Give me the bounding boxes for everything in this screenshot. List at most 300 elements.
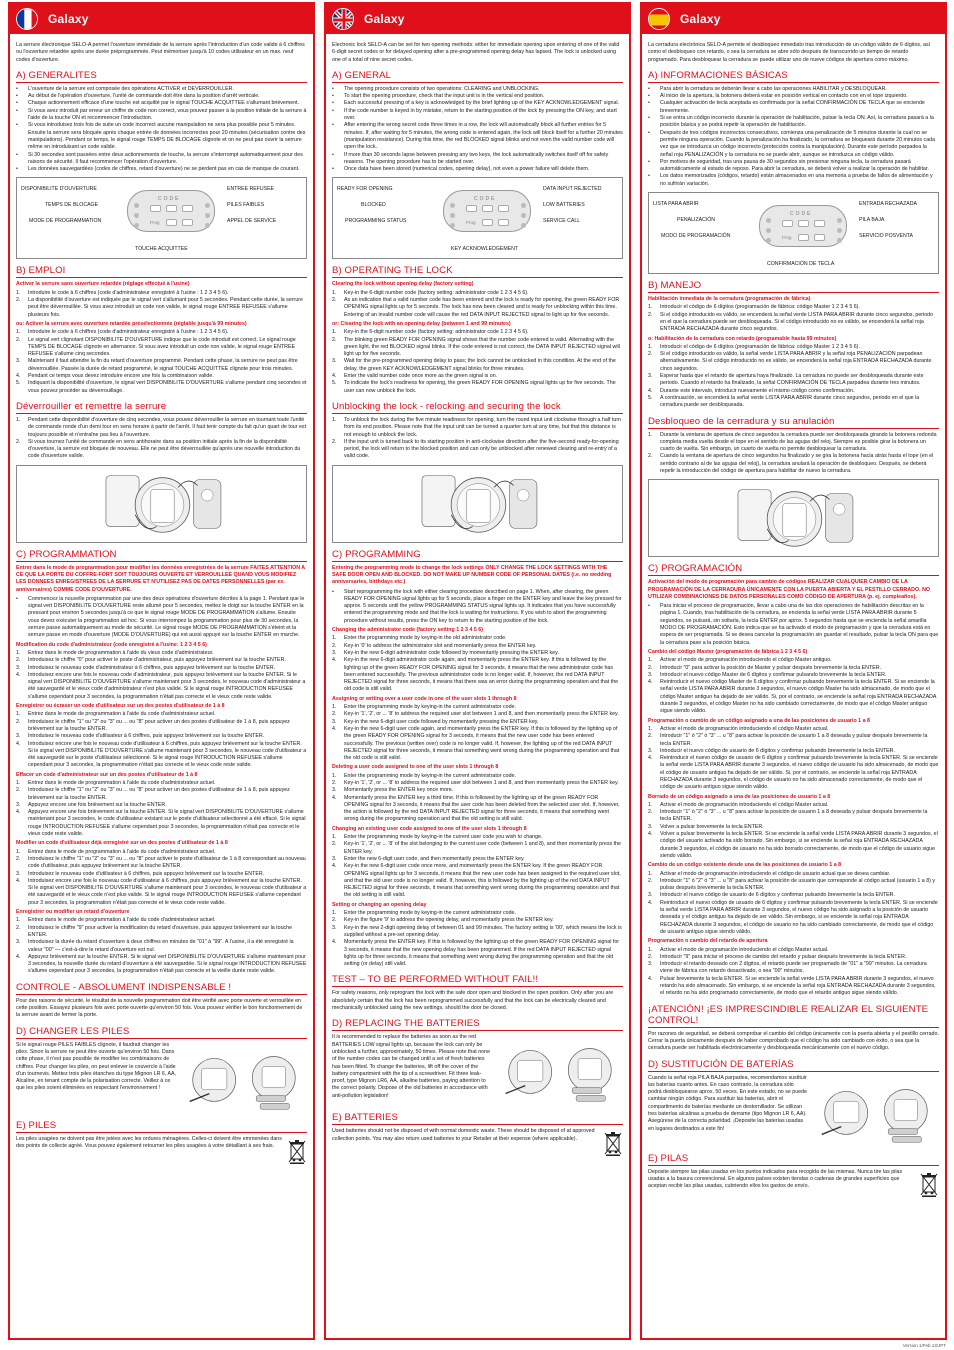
list-item-text: Introducir "1" ó "2" ó "3" ... u "8" para activar la posición de usuario que corresponde al código actual (usuario 1 a 8) y pulsar después brevemente la tecla ENTER. (660, 877, 936, 892)
programming-intro-list (332, 589, 623, 625)
section-unlock-heading: Unblocking the lock - relocking and securing the lock (332, 401, 623, 414)
list-item-text: Introducir el nuevo código de usuario de 6 dígitos y confirmar pulsando brevemente la tecla ENTER. (660, 747, 895, 754)
list-item (332, 780, 623, 787)
programming-warning: Activación del modo de programación para cambio de códigos REALIZAR CUALQUIER CAMBIO DE LA PROGRAMACIÓN DE LA CERRADURA ÚNICAMENTE CON LA PUERTA ABIERTA Y EL PESTILLO CERRADO. NO UTILIZAR COMBINACIONES DE DATOS PERSONALES COMO CÓDIGO DE APERTURA (p. ej. cumpleaños). (648, 579, 931, 600)
list-item (648, 373, 939, 388)
b-items2-list (648, 344, 939, 410)
list-marker: • (648, 85, 650, 92)
list-item-text: Key-in the 6-digit number code (factory setting: administrator code 1 2 3 4 5 6). (344, 329, 529, 336)
list-item (16, 122, 307, 151)
list-marker: 2. (332, 780, 337, 786)
status-panel-diagram (648, 192, 939, 274)
list-item-text: Commencez la nouvelle programmation par une des deux opérations d'ouverture décrites à la page 1. Pendant que le signal vert DISPONIBILITE D'OUVERTURE reste allumé pour 5 secondes, mettez le doigt sur la touche ENTER en la pressant pour environ 5 secondes jusqu'à ce que le signal rouge MODE DE PROGRAMMATION s'allume. Ensuite vous devez exécuter la programmation ad hoc. Si vous interrompez la programmation pour plus de 30 secondes, la serrure passe automatiquement au mode de sécurité. Le signal rouge MODE DE PROGRAMMATION s'éteint et la serrure passe en mode d'ouverture (MODE D'OUVERTURE) qui est aussi appuyé sur la touche ENTER en marche. (28, 595, 305, 639)
list-marker: 4. (332, 657, 337, 664)
list-item-text: Introduire le code à 6 chiffres (code d'administrateur enregistré à l'usine : 1 2 3 4 5 6). (28, 329, 229, 336)
list-item (16, 917, 307, 924)
section-d-heading: D) CHANGER LES PILES (16, 1026, 307, 1039)
list-item (332, 704, 623, 711)
status-led-icon (766, 228, 771, 233)
a-items-list (332, 86, 623, 174)
list-item (16, 337, 307, 359)
list-item-text: Introduisez encore une fois le nouveau code d'utilisateur à 6 chiffres, puis appuyez brièvement sur la touche ENTER. Si le signal vert DISPONIBILITE D'OUVERTURE s'allume maintenant pour 3 secondes, le nouveau code d'utilisateur a été sauvegardé et le vieux code n'est plus valide. Si le signal rouge INTRODUCTION REFUSEE s'allume cependant pour 3 secondes, la programmation n'était pas correcte et le vieux code reste valide. (28, 877, 307, 906)
list-marker: 3. (16, 358, 21, 365)
list-marker: 1. (332, 704, 337, 711)
data-input-rejected-label: DATA INPUT REJECTED (543, 186, 602, 193)
list-marker: 1. (16, 848, 21, 855)
list-item-text: Cuando la ventana de apertura de cinco segundos ha finalizado y se gira la botonera hacia atrás hasta el tope (en el sentido contrario al de las agujas del reloj), la cerradura anulará la operación de desbloqueo. Después, se deberá repetir la introducción del código de apertura para habilitar de nuevo la cerradura. (660, 453, 934, 474)
subheading: Programación o cambio de un código asignado a una de las posiciones de usuario 1 a 8 (648, 717, 870, 724)
keypad-code-text: CODE (790, 211, 813, 218)
list-item (16, 86, 307, 93)
list-marker: 2. (648, 351, 653, 358)
ready-for-opening-label: LISTA PARA ABRIR (653, 201, 699, 208)
list-item (16, 439, 307, 461)
list-item-text: Start reprogramming the lock with either clearing procedure described on page 1. When, after clearing, the green READY FOR OPENING signal lights up for 5 seconds, place a finger on the ENTER key and leave the key pressed for approx. 5 seconds until the yellow PROGRAMMING STATUS signal lights up. It indicates that you have successfully entered the programming mode and that the lock is waiting for instructions. If you wish to abort the programming procedure without results, press the ON key to return to the starting position of the lock. (344, 588, 622, 624)
list-marker: • (332, 166, 334, 173)
list-item-text: Si vous avez introduit par erreur un chiffre de code non correct, vous pouvez passer à la position initiale de la serrure à l'aide de la touche ON et recommencer l'introduction. (28, 107, 307, 122)
list-item (332, 337, 623, 359)
list-item (648, 173, 939, 188)
data-input-rejected-label: ENTREE REFUSEE (227, 186, 274, 193)
status-led-icon (521, 213, 526, 218)
list-marker: 4. (648, 387, 653, 394)
list-marker: • (16, 107, 18, 114)
subheading: Habilitación inmediata de la cerradura (programación de fábrica) (648, 296, 811, 303)
crossed-bin-icon (287, 1138, 307, 1164)
list-item-text: Key-in the new 6-digit administrator code again, and momentarily press the ENTER key. If this is followed by the lighting up of the green READY FOR OPENING signal for 3 seconds, it means that the new administrator code has been entered successfully. The previous administrator code is no longer valid. If, however, the red DATA INPUT REJECTED signal for three seconds, it means that there was an error during the programming operation and that the old code is still valid. (344, 657, 619, 693)
battery-illustration (180, 1042, 307, 1114)
list-item (332, 841, 623, 856)
column-title: Galaxy (364, 12, 405, 26)
keypad-key-icon (466, 205, 477, 212)
programming-warning: Entrer dans le mode de programmation pour modifier les données enregistrées de la serrure FAITES ATTENTION A CE QUE LA PORTE DU COFFRE-FORT SOIT TOUJOURS OUVERTE ET VERROUILLEE QUAND VOUS MODIFIEZ LES DONNEES ENREGISTREES DE LA SERRURE ET N'UTILISEZ PAS DE DATES PERSONNELLES (par ex. anniversaires) COMME CODE D'OUVERTURE. (16, 564, 305, 593)
list-item-text: Introduisez le chiffre "1" ou "2" ou "3" ou ... ou "8" pour activer un des postes d'utilisateur de 1 à 8, puis appuyez brièvement sur la touche ENTER. (28, 787, 290, 801)
list-marker: • (16, 151, 18, 158)
programming-status-label: MODO DE PROGRAMACIÓN (661, 233, 731, 240)
b-items1-list (648, 304, 939, 333)
subheading: or: Clearing the lock with an opening delay (between 1 and 99 minutes) (332, 320, 511, 327)
list-item (332, 108, 623, 123)
battery-paragraph: Si le signal rouge PILES FAIBLES clignote, il faudrait changer les piles. Sinon la serrure ne peut être ouverte qu'environ 50 fois. Dans cette phase, il n'est pas possible de modifier les combinaisons de chiffres. Pour changer les piles, on peut enlever le couvercle à l'aide d'un tournevis. Mettez trois piles étanches du type Mignon LR 6, AA, Alcaline, en tenant compte de la polarisation correcte. Veillez à ce que les piles soient éliminées en respectant l'environnement ! (16, 1041, 177, 1092)
list-item (16, 802, 307, 809)
column-body (642, 34, 945, 1197)
list-item-text: Appuyez encore une fois brièvement sur la touche ENTER. (28, 801, 167, 808)
list-item-text: If the input unit is turned back to its starting position in anti-clockwise direction after the five-second ready-for-opening period, the lock will return to the blocked position and can only be unblocked after renewed clearing and re-entry of a valid code. (344, 438, 619, 460)
section-a-heading: A) GENERAL (332, 70, 623, 83)
list-item (648, 755, 939, 791)
list-item (648, 878, 939, 893)
programming-intro-list (16, 596, 307, 640)
list-item-text: Introduisez le chiffre "9" pour activer la modification du retard d'ouverture, puis appuyez brièvement sur la touche ENTER. (28, 924, 293, 938)
status-panel-diagram (332, 177, 623, 259)
list-item (648, 809, 939, 824)
battery-row (332, 1034, 623, 1106)
list-item (16, 93, 307, 100)
list-item-text: To start the opening procedure, check that the input unit is in the vertical end position. (344, 93, 545, 100)
list-marker: 2. (648, 733, 653, 740)
subheading: Changing the administrator code (factory setting 1 2 3 4 5 6) (332, 627, 483, 634)
list-item-text: Introducir el nuevo código Master de 6 dígitos y confirmar pulsando brevemente la tecla ENTER. (660, 671, 887, 678)
list-marker: 1. (16, 329, 21, 336)
column-title: Galaxy (680, 12, 721, 26)
list-item-text: If the code number is keyed in by mistake, return to the starting position of the lock by pressing the ON key, and start over. (344, 107, 617, 122)
list-item (648, 86, 939, 93)
list-item (16, 954, 307, 976)
list-marker: 3. (16, 870, 21, 877)
list-item-text: Si vous tournez l'unité de commande en sens antihoraire dans sa position initiale après la fin de la disponibilité d'ouverture, la serrure est bloquée de nouveau. Elle ne peut être déverrouillée qu'après une nouvelle introduction du code d'ouverture valide. (28, 438, 301, 460)
disposal-row (16, 1136, 307, 1164)
disposal-paragraph: Used batteries should not be disposed of with normal domestic waste. These should be disposed of at approved collection points. You may also return used batteries to your Retailer at their expense (where applicable). (332, 1128, 595, 1142)
column-english (324, 2, 631, 1340)
low-batteries-label: PILES FAIBLES (227, 202, 265, 209)
list-item (648, 432, 939, 454)
list-item (332, 380, 623, 395)
list-item-text: Entrez dans le mode de programmation à l'aide du code d'administrateur actuel. (28, 848, 216, 855)
list-item-text: A continuación, se encenderá la señal verde LISTA PARA ABRIR durante cinco segundos, periodo en el que la cerradura puede ser desbloqueada. (660, 394, 920, 409)
list-item (648, 961, 939, 976)
list-item-text: L'ouverture de la serrure est composée des opérations ACTIVER et DEVERROUILLER. (28, 85, 234, 92)
list-marker: • (332, 588, 334, 595)
list-item (16, 871, 307, 878)
list-marker: • (16, 595, 18, 602)
list-item (648, 726, 939, 733)
list-item-text: Key-in the new 6-digit administrator code followed by momentarily pressing the ENTER key. (344, 649, 559, 656)
section-c-heading: C) PROGRAMMATION (16, 549, 307, 562)
section-unlock-heading: Desbloqueo de la cerradura y su anulación (648, 416, 939, 429)
status-led-icon (837, 218, 842, 223)
list-marker: 1. (332, 834, 337, 841)
list-item (648, 388, 939, 395)
service-call-label: SERVICIO POSVENTA (859, 233, 914, 240)
list-item (648, 304, 939, 311)
subheading: ou: Activer la serrure avec ouverture retardée présélectionnée (réglable jusqu'à 99 minutes) (16, 320, 247, 327)
list-item (332, 795, 623, 824)
keypad-key-icon (814, 220, 825, 227)
lock-keypad-illustration (738, 490, 853, 547)
keypad-code-text: CODE (474, 196, 497, 203)
list-marker: 2. (648, 311, 653, 318)
keypad-prog-text: Prog (466, 220, 476, 226)
list-marker: 2. (332, 711, 337, 718)
low-batteries-label: LOW BATTERIES (543, 202, 585, 209)
battery-paragraph: Cuando la señal roja PILA BAJA parpadea, recomendamos sustituir las baterías cuanto antes. En caso contrario, la cerradura sólo podrá desbloquearse aprox. 50 veces. En este estado, no se puede cambiar ningún código. Para sustituir las baterías, abrir el compartimento de baterías mediante un destornillador. Se utilizan tres baterías alcalinas a prueba de derrame (tipo Mignon LR 6, AA). Asegúrese de la correcta polaridad. ¡Deposite las baterías usadas en lugares destinados a este fin! (648, 1074, 808, 1132)
a-items-list (16, 86, 307, 174)
list-marker: 1. (16, 649, 21, 656)
list-item (332, 122, 623, 151)
list-marker: • (332, 85, 334, 92)
list-item-text: Si el código introducido es válido, la señal verde LISTA PARA ABRIR y la señal roja PENALIZACIÓN parpadean alternativamente. Si el código introducido no es válido, se encenderá la señal roja ENTRADA RECHAZADA durante cinco segundos. (660, 351, 932, 372)
c-items3-list (332, 773, 623, 824)
disposal-row (648, 1169, 939, 1197)
list-item (648, 947, 939, 954)
keypad-key-icon (166, 205, 177, 212)
list-marker: 5. (16, 380, 21, 387)
list-marker: 3. (332, 855, 337, 862)
list-item-text: Appuyez brièvement sur la touche ENTER. Si le signal vert DISPONIBILITE D'OUVERTURE s'allume maintenant pour 3 secondes, la nouvelle durée du retard d'ouverture a été sauvegardée. Si le signal rouge INTRODUCTION REFUSEE s'allume cependant pour 3 secondes, la programmation n'était pas correcte et la vieille durée reste valide. (28, 953, 307, 975)
list-item-text: To unblock the lock during the five minute readiness for opening, turn the round input unit clockwise through a half turn from its end position. Please note that the input unit can be turned a quarter turn at any time, but that this distance is not enough to unblock the lock. (344, 416, 622, 438)
list-item-text: Indiquant la disponibilité d'ouverture, le signal vert DISPONIBILITE D'OUVERTURE s'allume pendant cinq secondes et vous pouvez procéder au déverrouillage. (28, 380, 307, 394)
list-marker: 3. (332, 787, 337, 794)
column-spanish (640, 2, 947, 1340)
list-item (332, 925, 623, 940)
list-marker: • (648, 100, 650, 107)
list-marker: 1. (648, 343, 653, 350)
list-item (332, 939, 623, 968)
list-item-text: Al inicio de la apertura, la botonera deberá estar en posición vertical en contacto con en el tope izquierdo. (660, 93, 908, 100)
list-item (16, 166, 307, 173)
france-flag-icon (16, 8, 38, 30)
disposal-paragraph: Les piles usagées ne doivent pas être jetées avec les ordures ménagères. Celles-ci doivent être emmenées dans des points de collecte agréé. Vous pouvez également retourner les piles usagées à votre détaillant à ses frais. (16, 1135, 282, 1149)
list-item-text: Para iniciar el proceso de programación, llevar a cabo una de las dos operaciones de habilitación descritas en la página 1. Cuando, tras habilitación de la cerradura, se encienda la señal verde LISTA PARA ABRIR durante 5 segundos, se pulsará, sin soltarla, la tecla ENTER por aprox. 5 segundos hasta que se encienda la señal amarilla MODO DE PROGRAMACIÓN. Esto indica que se ha activado el modo de programación y que la cerradura está en espera de ser programada. Si se desea cancelar la programación sin guardar el resultado, pulsar la tecla ON para que la cerradura pase a la posición básica. (660, 603, 939, 646)
c-items4-list (16, 849, 307, 907)
c-items3-list (16, 780, 307, 838)
subheading: Clearing the lock without opening delay (factory setting) (332, 281, 474, 288)
subheading: Modification du code d'administrateur (code enregistré à l'usine: 1 2 3 4 5 6) (16, 641, 207, 648)
list-marker: 1. (332, 772, 337, 779)
list-item (332, 773, 623, 780)
status-led-icon (205, 203, 210, 208)
programming-intro-list (648, 603, 939, 647)
list-item-text: Volver a pulsar brevemente la tecla ENTER. (660, 823, 764, 830)
battery-row (648, 1075, 939, 1147)
keypad-prog-text: Prog (150, 220, 160, 226)
lock-keypad-illustration (106, 475, 221, 532)
list-item-text: Enter the programming mode by keying-in the current administrator code. (344, 772, 516, 779)
list-item (332, 290, 623, 297)
crossed-bin-icon (919, 1171, 939, 1197)
list-marker: • (16, 122, 18, 129)
battery-paragraph: It is recommended to replace the batteries as soon as the red BATTERIES LOW signal lights up, because the lock can only be unblocked a further, approximately, 50 times. Please note that none of the number codes can be changed until a set of fresh batteries has been fitted. To change the batteries, lift off the cover of the battery compartment with the tip of a screwdriver. Fit three leak-proof, type Mignon LR6, AA, alkaline batteries, paying attention to the correct polarity. Dispose of the old batteries in accordance with anti-pollution legislation! (332, 1034, 491, 1099)
crossed-bin-icon (919, 1171, 939, 1197)
key-acknowledgement-label: CONFIRMACIÓN DE TECLA (767, 261, 835, 268)
keypad-key-icon (482, 205, 493, 212)
section-d-heading: D) REPLACING THE BATTERIES (332, 1018, 623, 1031)
list-marker: 3. (332, 649, 337, 656)
list-item-text: Key-in the figure '9' to address the opening delay, and momentarily press the ENTER key. (344, 917, 554, 924)
list-item-text: Introduisez le nouveau code d'utilisateur à 6 chiffres, puis appuyez brièvement sur la touche ENTER. (28, 870, 265, 877)
list-marker: 3. (332, 924, 337, 931)
list-item-text: Si 30 secondes sont passées entre deux actionnements de touche, la serrure s'interrompt automatiquement pour des raisons de sécurité. Il faut recommencer l'opération d'ouverture. (28, 151, 303, 165)
battery-row (16, 1042, 307, 1114)
subheading: Cambio del código Master (programación de fábrica 1 2 3 4 5 6) (648, 648, 808, 655)
list-item (332, 910, 623, 917)
list-item-text: The opening procedure consists of two operations: CLEARING and UNBLOCKING. (344, 85, 540, 92)
list-marker: 3. (648, 823, 653, 830)
section-a-heading: A) INFORMACIONES BÁSICAS (648, 70, 939, 83)
list-item-text: Volver a pulsar brevemente la tecla ENTER. Si se enciende la señal verde LISTA PARA ABRIR durante 3 segundos, el código del usuario activado ha sido borrado. Sin embargo, si se enciende la señal roja ENTRADA RECHAZADA durante 3 segundos, el código de usuario no ha sido borrado correctamente, de modo que el código de usuario sigue siendo válido. (660, 831, 938, 859)
list-item-text: Activar el modo de programación introduciendo el código Master actual. (660, 946, 829, 953)
list-marker: 3. (648, 671, 653, 678)
list-item-text: Cualquier activación de tecla aceptada es confirmada por la señal CONFIRMACIÓN DE TECLA que se enciende brevemente. (660, 100, 925, 114)
list-marker: • (16, 85, 18, 92)
list-marker: 1. (648, 304, 653, 311)
crossed-bin-icon (603, 1130, 623, 1156)
status-led-icon (134, 213, 139, 218)
list-marker: 2. (648, 953, 653, 960)
list-item (648, 657, 939, 664)
list-item (332, 297, 623, 319)
list-item (648, 871, 939, 878)
list-item-text: Introduisez encore une fois le nouveau code d'administrateur, puis appuyez brièvement sur la touche ENTER. Si le signal vert DISPONIBILITE D'OUVERTURE s'allume maintenant pour 3 secondes, le nouveau code d'administrateur a été sauvegardé et le vieux code d'administrateur n'est plus valide. Si le signal rouge INTRODUCTION REFUSEE s'allume cependant pour 3 secondes, la programmation n'était pas correcte et le vieux code reste valide. (28, 671, 306, 700)
status-led-icon (837, 228, 842, 233)
list-item-text: Entrez dans le mode de programmation à l'aide du code d'administrateur actuel. (28, 711, 216, 718)
list-item (332, 787, 623, 794)
keypad-key-icon (182, 205, 193, 212)
keypad-key-icon (166, 219, 177, 226)
column-header (10, 4, 313, 34)
list-item (16, 108, 307, 123)
section-test-heading: CONTROLE - ABSOLUMENT INDISPENSABLE ! (16, 982, 307, 995)
keypad-key-icon (798, 220, 809, 227)
list-item-text: La disponibilité d'ouverture est indiquée par le signal vert s'allumant pour 5 secondes. Pendant cette durée, la serrure peut être déverrouillée. Si vous avez introduit un code non valide, le signal rouge ENTREE REFUSEE s'allume plusieurs fois. (28, 297, 303, 318)
list-marker: 4. (332, 863, 337, 870)
key-acknowledgement-label: KEY ACKNOWLEDGEMENT (451, 246, 519, 253)
list-item-text: Momentarily press the ENTER key a third time. If this is followed by the lighting up of the green READY FOR OPENING signal for 3 seconds, it means that the user code has been deleted from the selected user slot. If, however, the action is followed by the red DATA INPUT REJECTED signal for three seconds, it means that something went wrong during the programming operation and that the old setting is still valid. (344, 794, 620, 823)
subheading: Enregistrer ou écraser un code d'utilisateur sur un des postes d'utilisateur de 1 à 8 (16, 703, 225, 710)
list-item (648, 900, 939, 936)
list-item (648, 954, 939, 961)
list-marker: 5. (648, 394, 653, 401)
list-marker: • (648, 158, 650, 165)
list-marker: 4. (16, 373, 21, 380)
list-item-text: Entrez dans le mode de programmation à l'aide du vieux code d'administrateur. (28, 649, 214, 656)
b-items2-list (332, 329, 623, 395)
status-led-icon (134, 223, 139, 228)
intro-paragraph: La serrure électronique SELO-A permet l'ouverture immédiate de la serrure après l'introduction d'un code valide à 6 chiffres ou l'ouverture retardée après une durée préprogrammée. Peut mémoriser jusqu'à 10 codes utilisateur en un max. neuf codes d'ouverture. (16, 42, 305, 63)
list-item (16, 856, 307, 871)
subheading: Borrado de un código asignado a una de las posiciones de usuario 1 a 8 (648, 793, 831, 800)
list-item-text: Each successful pressing of a key is acknowledged by the brief lighting up of the KEY ACKNOWLEDGEMENT signal. (344, 100, 620, 107)
list-marker: 4. (332, 939, 337, 946)
keypad-key-icon (498, 205, 509, 212)
list-marker: 4. (16, 953, 21, 960)
keypad-key-icon (182, 219, 193, 226)
blocked-label: PENALIZACIÓN (677, 217, 716, 224)
list-item (648, 351, 939, 373)
list-item-text: Key-in '1', '2', or ... '8' to address the required user slot between 1 and 8, and then momentarily press the ENTER key. (344, 780, 619, 786)
list-item-text: Por motivos de seguridad, tras una pausa de 30 segundos sin presionar ninguna tecla, la cerradura pasará automáticamente al estado de reposo. Para abrir la cerradura, se deberá volver a realizar la operación de habilitar. (660, 158, 929, 173)
list-item (332, 152, 623, 167)
list-item (16, 878, 307, 907)
list-item (16, 719, 307, 734)
service-call-label: APPEL DE SERVICE (227, 218, 277, 225)
list-marker: 2. (332, 297, 337, 304)
status-led-icon (134, 203, 139, 208)
list-marker: 2. (332, 917, 337, 924)
c-items4-list (648, 871, 939, 937)
list-item-text: Enter the programming mode by keying-in the current administrator code. (344, 910, 516, 917)
list-marker: 1. (16, 780, 21, 786)
list-marker: 1. (332, 416, 337, 423)
list-item (332, 100, 623, 107)
list-marker: 3. (648, 373, 653, 380)
list-item (332, 635, 623, 642)
list-item (16, 650, 307, 657)
list-item (648, 115, 939, 130)
list-marker: 3. (16, 939, 21, 946)
ready-for-opening-label: READY FOR OPENING (337, 186, 393, 193)
list-item-text: Key-in '0' to address the administrator slot and momentarily press the ENTER key. (344, 642, 537, 649)
list-marker: 2. (16, 787, 21, 794)
list-item (648, 312, 939, 334)
list-marker: 1. (648, 657, 653, 664)
list-marker: 2. (648, 664, 653, 671)
keypad-key-icon (498, 219, 509, 226)
list-marker: 2. (648, 453, 653, 460)
list-item-text: Wait for the pre-programmed opening delay to pass; the lock cannot be unblocked in this condition. At the end of the delay, the green KEY ACKNOWLEDGEMENT signal blinks for three minutes. (344, 358, 616, 372)
subheading: o: Habilitación de la cerradura con retardo (programable hasta 99 minutos) (648, 335, 837, 342)
keypad-prog-text: Prog (782, 235, 792, 241)
disposal-text-column (16, 1136, 283, 1164)
list-item (332, 86, 623, 93)
test-paragraph: Pour des raisons de sécurité, le résultat de la nouvelle programmation doit être vérifié avec porte ouverte et verrouillée en cette position. Essayez plusieurs fois avec porte ouverte qu'environ 50 fois. Vous pouvez vérifier le bon fonctionnement de la serrure avant de fermer la porte. (16, 997, 303, 1019)
list-item-text: Enter the new 6-digit user code, and then momentarily press the ENTER key. (344, 855, 525, 862)
status-panel-diagram (16, 177, 307, 259)
section-a-heading: A) GENERALITES (16, 70, 307, 83)
list-item-text: After entering the wrong secret code three times in a row, the lock will automatically block all further entries for 5 minutes. If, after waiting for 5 minutes, the wrong code is entered again, the lock will block itself for a further 20 minutes (manipulation resistance). During this time, the red BLOCKED signal blinks and not even the valid number code will open the lock. (344, 122, 623, 151)
b-items1-list (332, 290, 623, 319)
list-marker: 1. (332, 289, 337, 296)
list-item-text: Introducir "9" para iniciar el proceso de cambio del retardo y pulsar después brevemente la tecla ENTER. (660, 953, 907, 960)
list-item (16, 787, 307, 802)
list-item-text: Momentarily press the ENTER key. If this is followed by the lighting up of the green READY FOR OPENING signal for 3 seconds, it means that the new opening delay has been programmed. If the red DATA INPUT REJECTED signal lights up for three seconds, it means that something went wrong during the programming operation and that the old setting (or delay) still valid. (344, 939, 620, 968)
list-marker: 1. (332, 635, 337, 642)
list-marker: 1. (648, 870, 653, 877)
status-led-icon (521, 203, 526, 208)
list-marker: 2. (332, 438, 337, 445)
list-marker: • (332, 122, 334, 129)
list-marker: 4. (16, 671, 21, 678)
list-marker: • (648, 173, 650, 180)
list-item-text: Introduisez le nouveau code d'administrateur à 6 chiffres, puis appuyez brièvement sur la touche ENTER. (28, 664, 276, 671)
list-marker: 3. (332, 358, 337, 365)
list-item (332, 329, 623, 336)
list-item (332, 834, 623, 841)
list-marker: 5. (332, 380, 337, 387)
list-marker: 3. (648, 747, 653, 754)
list-marker: 1. (16, 416, 21, 423)
list-marker: 4. (332, 373, 337, 380)
list-marker: 1. (16, 711, 21, 718)
list-item-text: Pendant ce temps vous devez introduire encore une fois la combinaison valide. (28, 373, 214, 380)
list-item-text: Los datos memorizados (códigos, retardo) están almacenados en una memoria a prueba de fallos de alimentación y no sufrirán variación. (660, 173, 933, 187)
list-item (16, 733, 307, 740)
list-item (332, 166, 623, 173)
list-item (648, 831, 939, 860)
column-french (8, 2, 315, 1340)
status-led-icon (205, 223, 210, 228)
subheading: Modifier un code d'utilisateur déjà enregistré sur un des postes d'utilisateur de 1 à 8 (16, 840, 228, 847)
lock-illustration (332, 465, 623, 543)
list-item (648, 395, 939, 410)
list-marker: 3. (16, 801, 21, 808)
keypad-key-icon (150, 205, 161, 212)
list-item (16, 939, 307, 954)
subheading: Deleting a user code assigned to one of the user slots 1 through 8 (332, 764, 499, 771)
list-item-text: Introducir el nuevo código de usuario de 6 dígitos y confirmar pulsando brevemente la tecla ENTER. (660, 892, 895, 899)
list-item (16, 290, 307, 297)
section-test-heading: TEST – TO BE PERFORMED WITHOUT FAIL!! (332, 974, 623, 987)
keypad-key-icon (798, 234, 809, 241)
list-marker: • (332, 100, 334, 107)
b-items2-list (16, 329, 307, 395)
list-marker: • (648, 603, 650, 610)
crossed-bin-icon (603, 1130, 623, 1156)
list-item-text: Activar el modo de programación introduciendo el código Master actual. (660, 801, 829, 808)
list-item-text: Entrez dans le mode de programmation à l'aide du code d'administrateur actuel. (28, 780, 216, 786)
c-items4-list (332, 834, 623, 900)
list-marker: 3. (332, 718, 337, 725)
